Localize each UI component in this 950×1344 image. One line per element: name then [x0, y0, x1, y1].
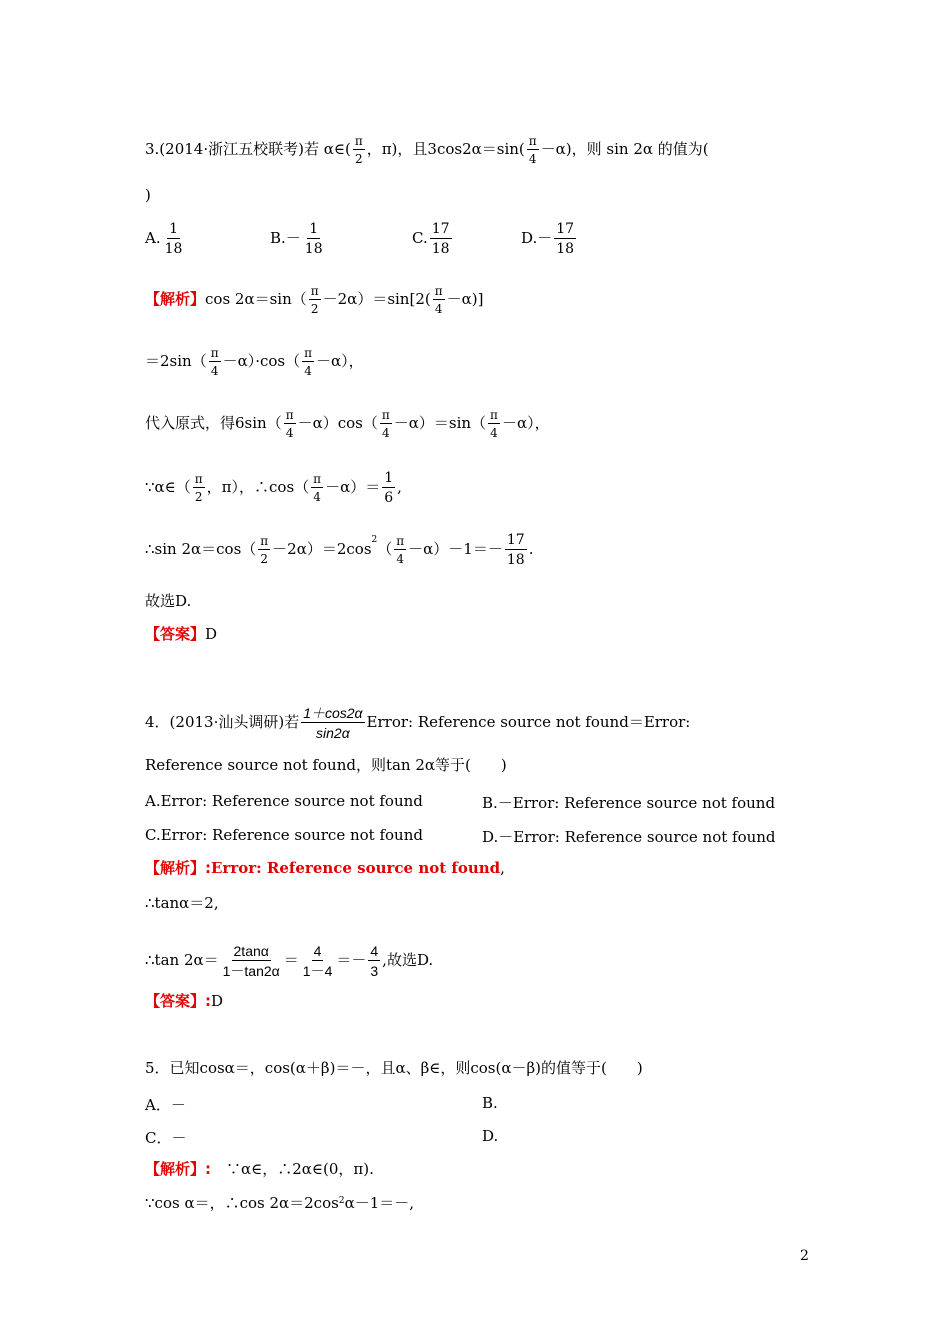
fraction: $\frac{1}{18}$	[164, 221, 183, 257]
analysis-tag: 【解析】:	[145, 859, 211, 877]
fraction: $\frac{\pi}{2}$	[260, 534, 269, 566]
q4-analysis-line-1: ∴tanα＝2,	[145, 894, 219, 912]
fraction: $\frac{17}{18}$	[556, 221, 575, 257]
page-number: 2	[800, 1248, 809, 1264]
fraction: $\frac{\pi}{4}$	[313, 472, 322, 504]
analysis-tag: 【解析】:	[145, 1160, 211, 1178]
q3-stem-close: )	[145, 186, 151, 204]
q3-option-b: B.－ $\frac{1}{18}$	[270, 221, 323, 257]
fraction: $\frac{\pi}{4}$	[528, 134, 537, 166]
q3-option-a: A. $\frac{1}{18}$	[145, 221, 183, 257]
fraction: $\frac{\pi}{4}$	[210, 346, 219, 378]
fraction: $\frac{\pi}{2}$	[354, 134, 363, 166]
q5-analysis-line-2: ∵cos α＝，∴cos $2\alpha=2\cos^2\alpha-1=-$,	[145, 1194, 415, 1212]
fraction: $\frac{17}{18}$	[506, 532, 525, 568]
fraction: $\frac{\pi}{2}$	[310, 284, 319, 316]
q3-analysis-line-5: ∴sin 2α＝cos（ $\frac{\pi}{2}$ $-2\alpha)=2\cos^2$（ $\frac{\pi}{4}$ －α）－1＝－ $\frac{17}{18}$ .	[145, 532, 534, 568]
q4-analysis-line-0: 【解析】:Error: Reference source not found,	[145, 859, 505, 877]
q3-stem: 3.(2014·浙江五校联考)若 α∈( $\frac{\pi}{2}$ ，π)，且3cos2α＝sin( $\frac{\pi}{4}$ －α)，则 sin 2α 的值为(	[145, 134, 709, 166]
q3-analysis-line-3: 代入原式，得6sin（ $\frac{\pi}{4}$ －α）cos（ $\frac{\pi}{4}$ －α）＝sin（ $\frac{\pi}{4}$ －α），	[145, 408, 550, 440]
q3-analysis-line-4: ∵α∈（ $\frac{\pi}{2}$ ，π），∴cos（ $\frac{\pi}{4}$ －α）＝ $\frac{1}{6}$ ,	[145, 470, 402, 506]
fraction: $\frac{1+\cos 2\alpha}{\sin 2\alpha}$	[303, 705, 363, 741]
q5-option-d: D.	[482, 1127, 499, 1145]
q3-answer: 【答案】D	[145, 625, 218, 643]
answer-tag: 【答案】	[145, 625, 206, 643]
q5-analysis-line-1: 【解析】: ∵α∈，∴2α∈(0，π).	[145, 1160, 374, 1178]
q3-analysis-line-1: 【解析】cos 2α＝sin（ $\frac{\pi}{2}$ －2α）＝sin[2( $\frac{\pi}{4}$ －α)]	[145, 284, 484, 316]
q3-option-d: D.－ $\frac{17}{18}$	[521, 221, 575, 257]
fraction: $\frac{\pi}{4}$	[285, 408, 294, 440]
q5-stem: 5．已知cosα＝，cos(α＋β)＝－，且α、β∈，则cos(α－β)的值等于( )	[145, 1059, 643, 1077]
q3-option-c: C. $\frac{17}{18}$	[412, 221, 450, 257]
fraction: $\frac{\pi}{4}$	[434, 284, 443, 316]
answer-tag: 【答案】:	[145, 992, 211, 1010]
analysis-tag: 【解析】	[145, 290, 206, 308]
fraction: $\frac{\pi}{4}$	[304, 346, 313, 378]
q4-analysis-line-2: ∴tan 2α＝ $\frac{2\tan\alpha}{1-\tan 2\alpha}$ ＝ $\frac{4}{1-4}$ ＝－ $\frac{4}{3}$ ,故选D.	[145, 943, 434, 979]
q4-stem: 4．(2013·汕头调研)若 $\frac{1+\cos 2\alpha}{\sin 2\alpha}$ Error: Reference source not found＝Error:	[145, 705, 691, 741]
q3-analysis-line-6: 故选D.	[145, 592, 192, 610]
fraction: $\frac{\pi}{4}$	[490, 408, 498, 440]
q3-analysis-line-2: ＝2sin（ $\frac{\pi}{4}$ －α）·cos（ $\frac{\pi}{4}$ －α），	[145, 346, 364, 378]
q5-option-b: B.	[482, 1094, 498, 1112]
q5-option-c: C．－	[145, 1129, 187, 1147]
q5-option-a: A．－	[145, 1096, 186, 1114]
q4-option-c: C.Error: Reference source not found	[145, 826, 423, 844]
q4-option-d: D.－Error: Reference source not found	[482, 828, 776, 846]
fraction: $\frac{\pi}{4}$	[396, 534, 405, 566]
fraction: $\frac{4}{1-4}$	[302, 943, 333, 979]
fraction: $\frac{\pi}{4}$	[381, 408, 390, 440]
q4-answer: 【答案】:D	[145, 992, 224, 1010]
fraction: $\frac{4}{3}$	[370, 943, 379, 979]
q4-option-b: B.－Error: Reference source not found	[482, 794, 776, 812]
fraction: $\frac{2\tan\alpha}{1-\tan 2\alpha}$	[222, 943, 280, 979]
fraction: $\frac{1}{6}$	[384, 470, 394, 506]
q3-stem-text: 3.(2014·浙江五校联考)若 α∈(	[145, 140, 351, 158]
fraction: $\frac{1}{18}$	[304, 221, 323, 257]
fraction: $\frac{\pi}{2}$	[194, 472, 203, 504]
fraction: $\frac{17}{18}$	[431, 221, 450, 257]
q4-option-a: A.Error: Reference source not found	[145, 792, 423, 810]
q4-stem-cont: Reference source not found，则tan 2α等于( )	[145, 756, 507, 774]
